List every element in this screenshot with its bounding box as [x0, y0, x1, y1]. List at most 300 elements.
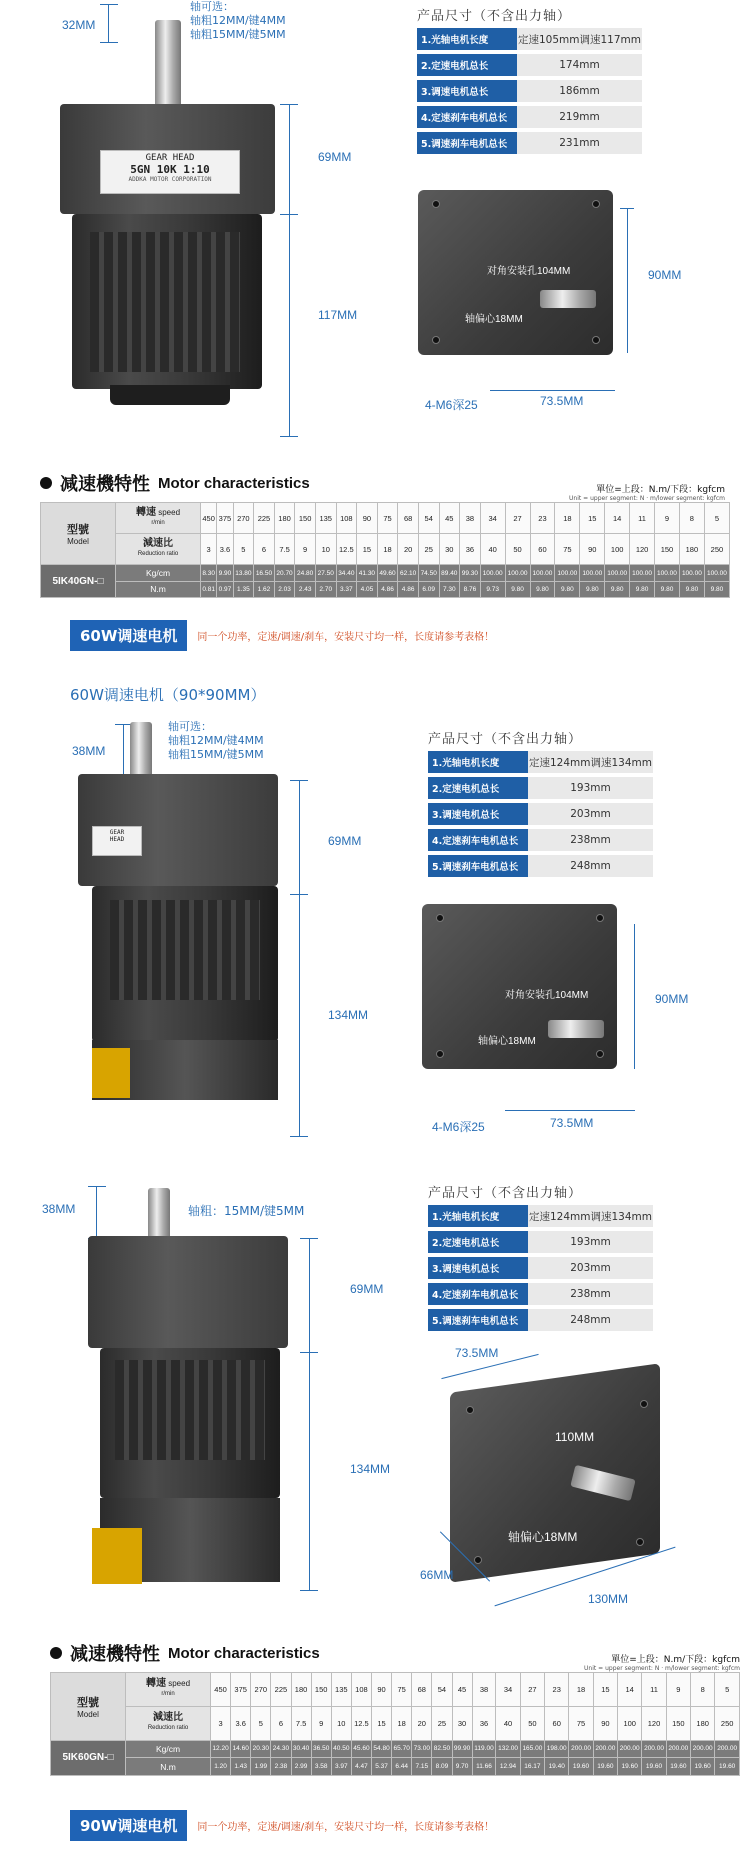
characteristics-heading: 减速機特性 Motor characteristics	[40, 470, 310, 496]
speed-label: 轉速 speed r/min	[126, 1673, 211, 1707]
torque-kg-cell: 13.80	[233, 565, 254, 581]
torque-kg-cell: 200.00	[691, 1740, 715, 1758]
spec-row: 4.定速刹车电机总长 219mm	[417, 106, 642, 128]
torque-kg-cell: 65.70	[392, 1740, 412, 1758]
power-badge: 60W调速电机	[70, 620, 187, 651]
torque-nm-cell: 9.80	[655, 581, 680, 597]
torque-nm-cell: 1.62	[254, 581, 275, 597]
speed-cell: 14	[605, 503, 630, 534]
speed-cell: 34	[480, 503, 505, 534]
dim-tick	[280, 436, 298, 437]
speed-cell: 34	[496, 1673, 520, 1707]
ratio-cell: 18	[377, 534, 398, 565]
torque-kg-cell: 100.00	[655, 565, 680, 581]
torque-kg-cell: 89.40	[439, 565, 460, 581]
speed-cell: 75	[377, 503, 398, 534]
torque-kg-cell: 99.30	[460, 565, 481, 581]
speed-cell: 8	[679, 503, 704, 534]
torque-kg-cell: 100.00	[704, 565, 729, 581]
ratio-cell: 6	[271, 1706, 291, 1740]
torque-nm-cell: 19.60	[715, 1758, 740, 1776]
warning-label	[92, 1048, 130, 1098]
mount-hole	[436, 914, 444, 922]
body-height-label: 134MM	[350, 1462, 391, 1476]
ratio-cell: 9	[311, 1706, 331, 1740]
speed-cell: 15	[593, 1673, 617, 1707]
ratio-cell: 36	[472, 1706, 496, 1740]
dim-tick	[290, 1136, 308, 1137]
ratio-cell: 40	[496, 1706, 520, 1740]
shaft-length-label: 38MM	[42, 1202, 76, 1216]
mount-hole	[466, 1406, 474, 1414]
ratio-cell: 20	[412, 1706, 432, 1740]
torque-nm-cell: 9.80	[555, 581, 580, 597]
torque-nm-cell: 19.60	[569, 1758, 593, 1776]
kg-label: Kg/cm	[126, 1740, 211, 1758]
diag-label: 110MM	[555, 1430, 595, 1444]
spec-row: 3.调速电机总长 186mm	[417, 80, 642, 102]
torque-nm-cell: 6.09	[418, 581, 439, 597]
kg-row	[51, 1740, 740, 1758]
speed-cell: 9	[655, 503, 680, 534]
tagline-90w	[70, 1810, 494, 1841]
torque-kg-cell: 14.60	[231, 1740, 251, 1758]
model-header: 型號 Model	[41, 503, 116, 565]
torque-nm-cell: 19.60	[593, 1758, 617, 1776]
cooling-fins	[115, 1360, 265, 1460]
ratio-cell: 3.6	[217, 534, 233, 565]
model-name: 5IK40GN-□	[41, 565, 116, 598]
diag-hole-label: 对角安装孔104MM	[487, 266, 571, 277]
torque-kg-cell: 200.00	[618, 1740, 642, 1758]
model-name: 5IK60GN-□	[51, 1740, 126, 1775]
power-badge: 90W调速电机	[70, 1810, 187, 1841]
body-height-label: 117MM	[318, 308, 358, 322]
spec-title: 产品尺寸（不含出力轴）	[428, 732, 583, 747]
torque-nm-cell: 9.80	[530, 581, 555, 597]
ratio-cell: 10	[331, 1706, 351, 1740]
motor-shaft	[130, 722, 152, 782]
ratio-cell: 10	[315, 534, 336, 565]
torque-nm-cell: 4.86	[398, 581, 419, 597]
mount-hole	[432, 336, 440, 344]
head-height-label: 69MM	[350, 1282, 384, 1296]
spec-row: 2.定速电机总长 174mm	[417, 54, 642, 76]
ratio-cell: 90	[593, 1706, 617, 1740]
torque-kg-cell: 34.40	[336, 565, 357, 581]
ratio-cell: 5	[233, 534, 254, 565]
torque-kg-cell: 100.00	[605, 565, 630, 581]
ratio-cell: 100	[618, 1706, 642, 1740]
spec-row: 3.调速电机总长 203mm	[428, 1257, 653, 1279]
ratio-cell: 7.5	[291, 1706, 311, 1740]
torque-nm-cell: 9.80	[704, 581, 729, 597]
diag-hole-label: 对角安装孔104MM	[505, 990, 589, 1001]
shaft-note: 轴粗：15MM/键5MM	[188, 1204, 305, 1218]
speed-cell: 450	[211, 1673, 231, 1707]
holes-label: 4-M6深25	[425, 398, 478, 412]
output-shaft	[548, 1020, 604, 1038]
spec-row: 5.调速刹车电机总长 231mm	[417, 132, 642, 154]
ratio-cell: 250	[715, 1706, 740, 1740]
dim-tick	[100, 4, 118, 5]
dim-line	[299, 780, 300, 1136]
torque-nm-cell: 9.80	[505, 581, 530, 597]
speed-cell: 5	[715, 1673, 740, 1707]
torque-kg-cell: 62.10	[398, 565, 419, 581]
speed-cell: 54	[418, 503, 439, 534]
torque-kg-cell: 119.00	[472, 1740, 496, 1758]
bullet-dot	[40, 477, 52, 489]
ratio-cell: 60	[545, 1706, 569, 1740]
ratio-cell: 50	[520, 1706, 544, 1740]
torque-nm-cell: 19.60	[618, 1758, 642, 1776]
ratio-cell: 3	[211, 1706, 231, 1740]
mount-hole	[432, 200, 440, 208]
section-subtitle: 60W调速电机（90*90MM）	[70, 686, 266, 704]
torque-kg-cell: 100.00	[679, 565, 704, 581]
speed-cell: 108	[336, 503, 357, 534]
torque-nm-cell: 7.15	[412, 1758, 432, 1776]
ratio-cell: 12.5	[351, 1706, 371, 1740]
ratio-row	[41, 534, 730, 565]
head-height-label: 69MM	[328, 834, 362, 848]
speed-cell: 90	[357, 503, 378, 534]
ratio-cell: 5	[251, 1706, 271, 1740]
speed-cell: 54	[432, 1673, 452, 1707]
ratio-cell: 6	[254, 534, 275, 565]
spec-row: 1.光轴电机长度 定速124mm调速134mm	[428, 1205, 653, 1227]
torque-kg-cell: 100.00	[530, 565, 555, 581]
torque-nm-cell: 8.76	[460, 581, 481, 597]
torque-nm-cell: 4.47	[351, 1758, 371, 1776]
torque-kg-cell: 200.00	[715, 1740, 740, 1758]
speed-cell: 14	[618, 1673, 642, 1707]
torque-nm-cell: 7.30	[439, 581, 460, 597]
head-height-label: 69MM	[318, 150, 352, 164]
torque-nm-cell: 2.99	[291, 1758, 311, 1776]
torque-kg-cell: 8.30	[201, 565, 217, 581]
mount-hole	[592, 200, 600, 208]
torque-nm-cell: 3.97	[331, 1758, 351, 1776]
ratio-cell: 100	[605, 534, 630, 565]
spec-table	[428, 1182, 653, 1335]
ratio-cell: 120	[642, 1706, 666, 1740]
model-header: 型號 Model	[51, 1673, 126, 1741]
torque-kg-cell: 24.80	[295, 565, 316, 581]
torque-nm-cell: 8.09	[432, 1758, 452, 1776]
side-label: 90MM	[655, 992, 689, 1006]
dim-line	[505, 1110, 635, 1111]
side-label: 90MM	[648, 268, 682, 282]
torque-nm-cell: 19.60	[691, 1758, 715, 1776]
speed-cell: 9	[666, 1673, 690, 1707]
torque-kg-cell: 99.90	[452, 1740, 472, 1758]
torque-kg-cell: 20.30	[251, 1740, 271, 1758]
spec-row: 1.光轴电机长度 定速105mm调速117mm	[417, 28, 642, 50]
length-label: 130MM	[588, 1592, 629, 1606]
bullet-dot	[50, 1647, 62, 1659]
ratio-cell: 30	[439, 534, 460, 565]
speed-cell: 180	[291, 1673, 311, 1707]
torque-nm-cell: 1.35	[233, 581, 254, 597]
ratio-cell: 250	[704, 534, 729, 565]
ratio-cell: 60	[530, 534, 555, 565]
torque-kg-cell: 40.50	[331, 1740, 351, 1758]
torque-kg-cell: 20.70	[274, 565, 295, 581]
motor-end-cap	[110, 385, 230, 405]
torque-kg-cell: 132.00	[496, 1740, 520, 1758]
unit-note: 單位=上段：N.m/下段：kgfcm Unit = upper segment: N · m/lower segment: kgfcm	[569, 485, 725, 502]
torque-kg-cell: 200.00	[666, 1740, 690, 1758]
tagline-text: 同一个功率，定速/调速/刹车，安装尺寸均一样，长度请参考表格！	[197, 632, 495, 643]
characteristics-heading: 减速機特性 Motor characteristics	[50, 1640, 320, 1666]
ratio-cell: 90	[580, 534, 605, 565]
ratio-cell: 20	[398, 534, 419, 565]
speed-cell: 135	[315, 503, 336, 534]
ratio-label: 減速比 Reduction ratio	[126, 1706, 211, 1740]
torque-kg-cell: 74.50	[418, 565, 439, 581]
nm-label: N.m	[126, 1758, 211, 1776]
torque-nm-cell: 1.43	[231, 1758, 251, 1776]
torque-kg-cell: 200.00	[569, 1740, 593, 1758]
kg-label: Kg/cm	[116, 565, 201, 581]
torque-kg-cell: 100.00	[555, 565, 580, 581]
speed-cell: 8	[691, 1673, 715, 1707]
torque-nm-cell: 19.60	[666, 1758, 690, 1776]
spec-table	[417, 5, 642, 158]
torque-nm-cell: 1.20	[211, 1758, 231, 1776]
speed-cell: 38	[472, 1673, 496, 1707]
shaft-length-label: 38MM	[72, 744, 106, 758]
mount-hole	[636, 1538, 644, 1546]
dim-line	[309, 1238, 310, 1590]
tagline-text: 同一个功率，定速/调速/刹车，安装尺寸均一样，长度请参考表格！	[197, 1822, 495, 1833]
torque-kg-cell: 41.30	[357, 565, 378, 581]
dim-line	[634, 924, 635, 1069]
torque-kg-cell: 54.80	[372, 1740, 392, 1758]
ratio-cell: 15	[357, 534, 378, 565]
ratio-row	[51, 1706, 740, 1740]
width-label: 73.5MM	[455, 1346, 499, 1360]
speed-cell: 150	[295, 503, 316, 534]
cooling-fins	[90, 232, 240, 372]
ratio-cell: 7.5	[274, 534, 295, 565]
torque-nm-cell: 4.86	[377, 581, 398, 597]
torque-kg-cell: 165.00	[520, 1740, 544, 1758]
speed-cell: 27	[505, 503, 530, 534]
mount-hole	[474, 1556, 482, 1564]
characteristics-table	[40, 502, 730, 598]
torque-kg-cell: 36.50	[311, 1740, 331, 1758]
speed-cell: 225	[271, 1673, 291, 1707]
spec-row: 4.定速刹车电机总长 238mm	[428, 1283, 653, 1305]
spec-title: 产品尺寸（不含出力轴）	[417, 9, 572, 24]
nm-row	[41, 581, 730, 597]
torque-nm-cell: 0.97	[217, 581, 233, 597]
characteristics-table	[50, 1672, 740, 1776]
ratio-cell: 180	[691, 1706, 715, 1740]
warning-label	[92, 1528, 142, 1584]
mount-hole	[436, 1050, 444, 1058]
spec-title: 产品尺寸（不含出力轴）	[428, 1186, 583, 1201]
torque-kg-cell: 198.00	[545, 1740, 569, 1758]
spec-row: 5.调速刹车电机总长 248mm	[428, 1309, 653, 1331]
offset-label: 轴偏心18MM	[508, 1530, 578, 1544]
torque-kg-cell: 9.90	[217, 565, 233, 581]
ratio-cell: 15	[372, 1706, 392, 1740]
torque-nm-cell: 19.60	[642, 1758, 666, 1776]
torque-nm-cell: 2.03	[274, 581, 295, 597]
spec-table	[428, 728, 653, 881]
shaft-options-note: 轴可选： 轴粗12MM/键4MM 轴粗15MM/键5MM	[168, 720, 264, 761]
speed-cell: 68	[412, 1673, 432, 1707]
mount-hole	[640, 1400, 648, 1408]
dim-tick	[100, 42, 118, 43]
shaft-length-label: 32MM	[62, 18, 96, 32]
ratio-cell: 75	[555, 534, 580, 565]
offset-label: 轴偏心18MM	[465, 314, 523, 325]
speed-cell: 11	[642, 1673, 666, 1707]
gear-head-nameplate: GEAR HEAD 5GN 10K 1:10 ADDKA MOTOR CORPORATION	[100, 150, 240, 194]
dim-tick	[88, 1186, 106, 1187]
dim-line	[490, 390, 615, 391]
ratio-cell: 25	[418, 534, 439, 565]
torque-nm-cell: 9.80	[605, 581, 630, 597]
ratio-cell: 120	[630, 534, 655, 565]
torque-kg-cell: 200.00	[642, 1740, 666, 1758]
speed-cell: 375	[217, 503, 233, 534]
torque-nm-cell: 9.70	[452, 1758, 472, 1776]
speed-cell: 75	[392, 1673, 412, 1707]
speed-cell: 15	[580, 503, 605, 534]
torque-nm-cell: 9.80	[679, 581, 704, 597]
torque-nm-cell: 1.99	[251, 1758, 271, 1776]
ratio-cell: 18	[392, 1706, 412, 1740]
speed-row	[51, 1673, 740, 1707]
kg-row	[41, 565, 730, 581]
speed-cell: 135	[331, 1673, 351, 1707]
ratio-cell: 9	[295, 534, 316, 565]
torque-nm-cell: 9.73	[480, 581, 505, 597]
tagline-60w	[70, 620, 494, 651]
speed-row	[41, 503, 730, 534]
ratio-cell: 3	[201, 534, 217, 565]
ratio-cell: 25	[432, 1706, 452, 1740]
speed-cell: 270	[233, 503, 254, 534]
torque-nm-cell: 0.81	[201, 581, 217, 597]
nm-row	[51, 1758, 740, 1776]
speed-cell: 68	[398, 503, 419, 534]
torque-nm-cell: 16.17	[520, 1758, 544, 1776]
speed-cell: 45	[452, 1673, 472, 1707]
holes-label: 4-M6深25	[432, 1120, 485, 1134]
speed-cell: 27	[520, 1673, 544, 1707]
ratio-label: 減速比 Reduction ratio	[116, 534, 201, 565]
ratio-cell: 30	[452, 1706, 472, 1740]
mount-hole	[596, 1050, 604, 1058]
speed-cell: 225	[254, 503, 275, 534]
torque-nm-cell: 5.37	[372, 1758, 392, 1776]
speed-cell: 23	[545, 1673, 569, 1707]
torque-nm-cell: 12.94	[496, 1758, 520, 1776]
torque-kg-cell: 49.60	[377, 565, 398, 581]
spec-row: 5.调速刹车电机总长 248mm	[428, 855, 653, 877]
speed-cell: 180	[274, 503, 295, 534]
speed-cell: 45	[439, 503, 460, 534]
torque-kg-cell: 30.40	[291, 1740, 311, 1758]
gearbox-3d-view	[450, 1363, 660, 1583]
spec-row: 1.光轴电机长度 定速124mm调速134mm	[428, 751, 653, 773]
output-shaft	[540, 290, 596, 308]
torque-nm-cell: 9.80	[630, 581, 655, 597]
dim-line	[96, 1186, 97, 1238]
width-label: 73.5MM	[550, 1116, 594, 1130]
torque-kg-cell: 45.60	[351, 1740, 371, 1758]
torque-nm-cell: 11.66	[472, 1758, 496, 1776]
spec-row: 2.定速电机总长 193mm	[428, 777, 653, 799]
ratio-cell: 180	[679, 534, 704, 565]
speed-cell: 270	[251, 1673, 271, 1707]
torque-nm-cell: 6.44	[392, 1758, 412, 1776]
torque-kg-cell: 82.50	[432, 1740, 452, 1758]
torque-nm-cell: 19.40	[545, 1758, 569, 1776]
ratio-cell: 150	[655, 534, 680, 565]
ratio-cell: 75	[569, 1706, 593, 1740]
speed-cell: 5	[704, 503, 729, 534]
ratio-cell: 50	[505, 534, 530, 565]
speed-label: 轉速 speed r/min	[116, 503, 201, 534]
torque-nm-cell: 9.80	[580, 581, 605, 597]
torque-kg-cell: 16.50	[254, 565, 275, 581]
torque-kg-cell: 100.00	[580, 565, 605, 581]
dim-line	[108, 4, 109, 42]
nm-label: N.m	[116, 581, 201, 597]
torque-kg-cell: 27.50	[315, 565, 336, 581]
torque-kg-cell: 100.00	[630, 565, 655, 581]
ratio-cell: 12.5	[336, 534, 357, 565]
gear-head	[88, 1236, 288, 1348]
spec-row: 2.定速电机总长 193mm	[428, 1231, 653, 1253]
torque-nm-cell: 3.58	[311, 1758, 331, 1776]
speed-cell: 38	[460, 503, 481, 534]
mount-hole	[596, 914, 604, 922]
torque-kg-cell: 24.30	[271, 1740, 291, 1758]
speed-cell: 450	[201, 503, 217, 534]
spec-row: 4.定速刹车电机总长 238mm	[428, 829, 653, 851]
torque-kg-cell: 12.20	[211, 1740, 231, 1758]
spec-row: 3.调速电机总长 203mm	[428, 803, 653, 825]
shaft-options-note: 轴可选： 轴粗12MM/键4MM 轴粗15MM/键5MM	[190, 0, 286, 41]
ratio-cell: 40	[480, 534, 505, 565]
torque-nm-cell: 2.43	[295, 581, 316, 597]
speed-cell: 375	[231, 1673, 251, 1707]
speed-cell: 108	[351, 1673, 371, 1707]
dim-line	[123, 724, 124, 774]
motor-shaft	[155, 20, 181, 112]
speed-cell: 90	[372, 1673, 392, 1707]
torque-kg-cell: 100.00	[505, 565, 530, 581]
gear-head-nameplate: GEAR HEAD	[92, 826, 142, 856]
torque-nm-cell: 3.37	[336, 581, 357, 597]
offset-label: 轴偏心18MM	[478, 1036, 536, 1047]
speed-cell: 23	[530, 503, 555, 534]
unit-note: 單位=上段：N.m/下段：kgfcm Unit = upper segment: N · m/lower segment: kgfcm	[584, 1655, 740, 1672]
torque-kg-cell: 100.00	[480, 565, 505, 581]
dim-line	[289, 104, 290, 436]
speed-cell: 150	[311, 1673, 331, 1707]
ratio-cell: 3.6	[231, 1706, 251, 1740]
